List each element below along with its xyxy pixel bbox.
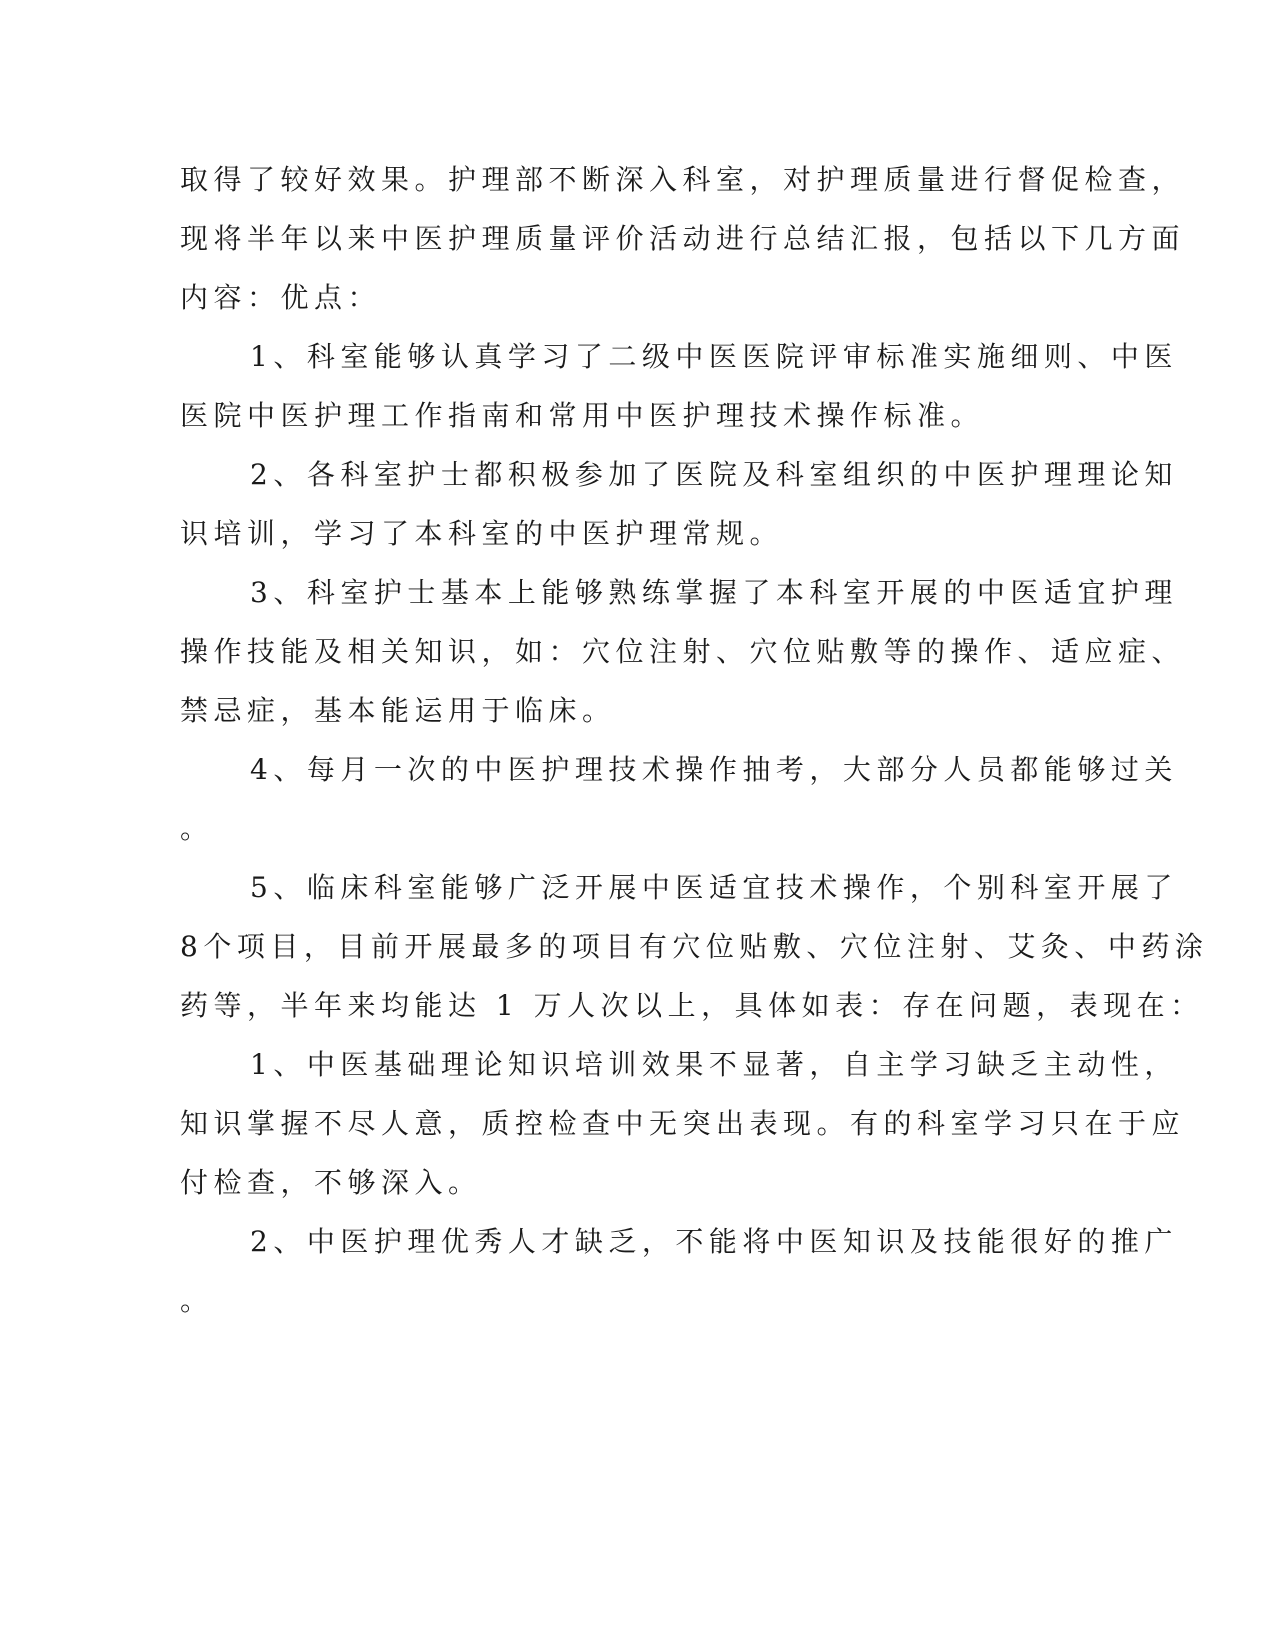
text-line: 4、每月一次的中医护理技术操作抽考，大部分人员都能够过关 [250,753,1178,786]
text-line: 现将半年以来中医护理质量评价活动进行总结汇报，包括以下几方面 [180,222,1186,255]
text-line: 5、临床科室能够广泛开展中医适宜技术操作，个别科室开展了 [250,871,1178,904]
text-line: 1、中医基础理论知识培训效果不显著，自主学习缺乏主动性， [250,1048,1178,1081]
text-line: 2、各科室护士都积极参加了医院及科室组织的中医护理理论知 [250,458,1178,491]
text-line: 1、科室能够认真学习了二级中医医院评审标准实施细则、中医 [250,340,1178,373]
text-line: 识培训，学习了本科室的中医护理常规。 [180,517,784,550]
text-line: 3、科室护士基本上能够熟练掌握了本科室开展的中医适宜护理 [250,576,1178,609]
text-line: 禁忌症，基本能运用于临床。 [180,694,616,727]
text-line: 付检查，不够深入。 [180,1166,482,1199]
text-line: 8个项目，目前开展最多的项目有穴位贴敷、穴位注射、艾灸、中药涂 [180,930,1209,963]
text-line: 操作技能及相关知识，如：穴位注射、穴位贴敷等的操作、适应症、 [180,635,1186,668]
text-line: 2、中医护理优秀人才缺乏，不能将中医知识及技能很好的推广 [250,1225,1178,1258]
text-line: 医院中医护理工作指南和常用中医护理技术操作标准。 [180,399,985,432]
text-line: 。 [180,812,214,845]
text-line: 取得了较好效果。护理部不断深入科室，对护理质量进行督促检查， [180,163,1186,196]
text-line: 内容：优点： [180,281,382,314]
text-line: 药等，半年来均能达 1 万人次以上，具体如表：存在问题，表现在： [180,989,1204,1022]
text-line: 知识掌握不尽人意，质控检查中无突出表现。有的科室学习只在于应 [180,1107,1186,1140]
text-line: 。 [180,1284,214,1317]
